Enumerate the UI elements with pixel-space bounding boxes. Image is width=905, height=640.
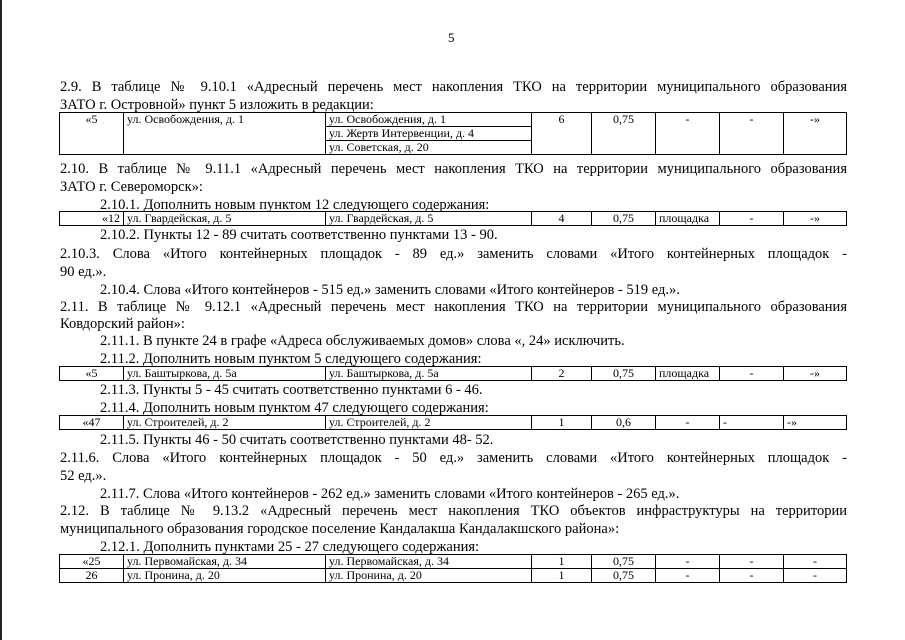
paragraph-2-9-cont: ЗАТО г. Островной» пункт 5 изложить в редакции: (60, 97, 374, 113)
row-number: «12 (60, 212, 124, 226)
paragraph-2-11-1: 2.11.1. В пункте 24 в графе «Адреса обслуживаемых домов» слова «, 24» исключить. (100, 333, 625, 349)
col7-cell: - (720, 555, 784, 569)
col6-cell: площадка (656, 367, 720, 381)
col8-cell: -» (784, 367, 847, 381)
paragraph-2-11-3: 2.11.3. Пункты 5 - 45 считать соответственно пунктами 6 - 46. (100, 382, 483, 398)
col6-cell: площадка (656, 212, 720, 226)
table-row (60, 212, 847, 226)
row-number: «5 (60, 113, 124, 155)
count-cell: 1 (532, 416, 592, 430)
served-address-cell: ул. Пронина, д. 20 (326, 569, 532, 583)
paragraph-2-10-3: 2.10.3. Слова «Итого контейнерных площадок - 89 ед.» заменить словами «Итого контейнерных площадок - (60, 246, 847, 262)
served-address-cell: ул. Баштыркова, д. 5а (326, 367, 532, 381)
col8-cell: - (784, 555, 847, 569)
row-number: 26 (60, 569, 124, 583)
table-row (60, 367, 847, 381)
table-2-11-2 (59, 366, 847, 381)
volume-cell: 0,6 (592, 416, 656, 430)
col7-cell: - (720, 569, 784, 583)
row-number: «47 (60, 416, 124, 430)
col8-cell: - (784, 569, 847, 583)
paragraph-2-10-4: 2.10.4. Слова «Итого контейнеров - 515 ед.» заменить словами «Итого контейнеров - 519 ед.». (100, 282, 680, 298)
count-cell: 1 (532, 569, 592, 583)
col6-cell: - (656, 113, 720, 155)
served-address-cell: ул. Советская, д. 20 (326, 141, 532, 155)
col8-cell: -» (784, 113, 847, 155)
col8-cell: -» (784, 416, 847, 430)
volume-cell: 0,75 (592, 555, 656, 569)
paragraph-2-12-cont: муниципального образования городское поселение Кандалакша Кандалакшского района»: (60, 521, 620, 537)
volume-cell: 0,75 (592, 113, 656, 155)
paragraph-2-10-2: 2.10.2. Пункты 12 - 89 считать соответственно пунктами 13 - 90. (100, 227, 498, 243)
table-row (60, 416, 847, 430)
volume-cell: 0,75 (592, 569, 656, 583)
count-cell: 2 (532, 367, 592, 381)
paragraph-2-12-1: 2.12.1. Дополнить пунктами 25 - 27 следующего содержания: (100, 539, 480, 555)
volume-cell: 0,75 (592, 212, 656, 226)
page-number: 5 (448, 30, 455, 45)
table-2-12-1 (59, 554, 847, 583)
count-cell: 4 (532, 212, 592, 226)
paragraph-2-10-3-cont: 90 ед.». (60, 264, 107, 280)
served-address-cell: ул. Гвардейская, д. 5 (326, 212, 532, 226)
page-left-edge (0, 0, 2, 640)
paragraph-2-10: 2.10. В таблице № 9.11.1 «Адресный перечень мест накопления ТКО на территории муниципального образования (60, 161, 847, 177)
paragraph-2-11-2: 2.11.2. Дополнить новым пунктом 5 следующего содержания: (100, 351, 482, 367)
table-2-11-4 (59, 415, 847, 430)
served-address-cell: ул. Первомайская, д. 34 (326, 555, 532, 569)
table-2-9 (59, 112, 847, 155)
address-cell: ул. Строителей, д. 2 (124, 416, 326, 430)
paragraph-2-11-6: 2.11.6. Слова «Итого контейнерных площадок - 50 ед.» заменить словами «Итого контейнерных площадок - (60, 450, 847, 466)
col8-cell: -» (784, 212, 847, 226)
col6-cell: - (656, 555, 720, 569)
paragraph-2-11-5: 2.11.5. Пункты 46 - 50 считать соответственно пунктами 48- 52. (100, 432, 494, 448)
address-cell: ул. Первомайская, д. 34 (124, 555, 326, 569)
table-2-10-1 (59, 211, 847, 226)
address-cell: ул. Освобождения, д. 1 (124, 113, 326, 155)
paragraph-2-12: 2.12. В таблице № 9.13.2 «Адресный перечень мест накопления ТКО объектов инфраструктуры на территории (60, 503, 847, 519)
paragraph-2-10-1: 2.10.1. Дополнить новым пунктом 12 следующего содержания: (100, 197, 490, 213)
col7-cell: - (720, 212, 784, 226)
volume-cell: 0,75 (592, 367, 656, 381)
table-row (60, 555, 847, 569)
row-number: «25 (60, 555, 124, 569)
served-address-cell: ул. Строителей, д. 2 (326, 416, 532, 430)
address-cell: ул. Баштыркова, д. 5а (124, 367, 326, 381)
table-row (60, 569, 847, 583)
paragraph-2-11-4: 2.11.4. Дополнить новым пунктом 47 следующего содержания: (100, 400, 489, 416)
paragraph-2-11: 2.11. В таблице № 9.12.1 «Адресный перечень мест накопления ТКО на территории муниципального образования (60, 299, 847, 315)
col6-cell: - (656, 569, 720, 583)
served-address-cell: ул. Жертв Интервенции, д. 4 (326, 127, 532, 141)
col7-cell: - (720, 367, 784, 381)
paragraph-2-11-cont: Ковдорский район»: (60, 316, 185, 332)
paragraph-2-10-cont: ЗАТО г. Североморск»: (60, 179, 203, 195)
paragraph-2-11-7: 2.11.7. Слова «Итого контейнеров - 262 ед.» заменить словами «Итого контейнеров - 265 ед.». (100, 486, 680, 502)
col7-cell: - (720, 416, 784, 430)
address-cell: ул. Гвардейская, д. 5 (124, 212, 326, 226)
col6-cell: - (656, 416, 720, 430)
address-cell: ул. Пронина, д. 20 (124, 569, 326, 583)
row-number: «5 (60, 367, 124, 381)
count-cell: 1 (532, 555, 592, 569)
served-address-cell: ул. Освобождения, д. 1 (326, 113, 532, 127)
table-row (60, 113, 847, 127)
count-cell: 6 (532, 113, 592, 155)
paragraph-2-9: 2.9. В таблице № 9.10.1 «Адресный перечень мест накопления ТКО на территории муниципального образования (60, 79, 847, 95)
col7-cell: - (720, 113, 784, 155)
paragraph-2-11-6-cont: 52 ед.». (60, 468, 107, 484)
